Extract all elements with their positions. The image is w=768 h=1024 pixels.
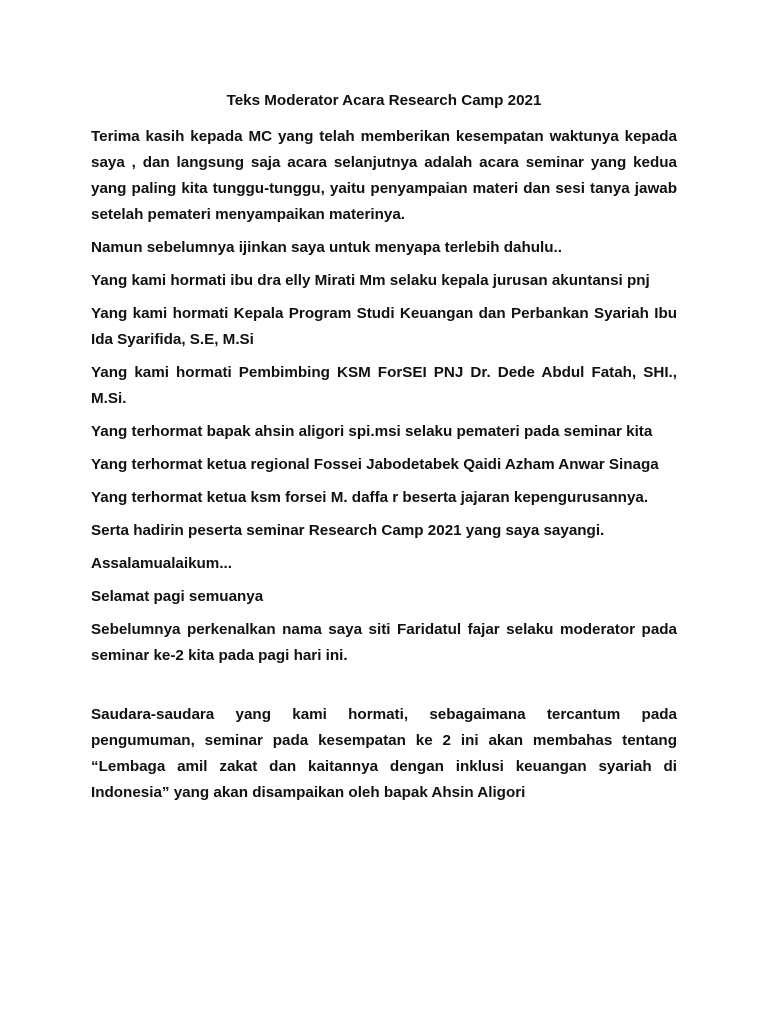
- paragraph-honored-head-of-program: Yang kami hormati Kepala Program Studi Keuangan dan Perbankan Syariah Ibu Ida Syarifida, S.E, M.Si: [91, 305, 677, 348]
- paragraph-honored-regional-chair: Yang terhormat ketua regional Fossei Jabodetabek Qaidi Azham Anwar Sinaga: [91, 456, 659, 473]
- paragraph-good-morning: Selamat pagi semuanya: [91, 588, 264, 605]
- paragraph-seminar-topic: Saudara-saudara yang kami hormati, sebagaimana tercantum pada pengumuman, seminar pada kesempatan ke 2 ini akan membahas tentang “Lembaga amil zakat dan kaitannya dengan inklusi keuangan syariah di Indonesia” yang akan disampaikan oleh bapak Ahsin Aligori: [91, 706, 677, 801]
- document-page: [91, 88, 677, 813]
- paragraph-participants: Serta hadirin peserta seminar Research Camp 2021 yang saya sayangi.: [91, 522, 605, 539]
- paragraph-salam: Assalamualaikum...: [91, 555, 232, 572]
- document-title: Teks Moderator Acara Research Camp 2021: [226, 92, 542, 109]
- paragraph-honored-advisor: Yang kami hormati Pembimbing KSM ForSEI PNJ Dr. Dede Abdul Fatah, SHI., M.Si.: [91, 364, 677, 407]
- blank-line: [91, 676, 677, 702]
- paragraph-honored-head-of-department: Yang kami hormati ibu dra elly Mirati Mm selaku kepala jurusan akuntansi pnj: [91, 272, 650, 289]
- paragraph-honored-ksm-chair: Yang terhormat ketua ksm forsei M. daffa r beserta jajaran kepengurusannya.: [91, 489, 649, 506]
- paragraph-opening: Terima kasih kepada MC yang telah memberikan kesempatan waktunya kepada saya , dan langsung saja acara selanjutnya adalah acara seminar yang kedua yang paling kita tunggu-tunggu, yaitu penyampaian materi dan sesi tanya jawab setelah pemateri menyampaikan materinya.: [91, 128, 677, 223]
- paragraph-introduction: Sebelumnya perkenalkan nama saya siti Faridatul fajar selaku moderator pada seminar ke-2 kita pada pagi hari ini.: [91, 621, 677, 664]
- paragraph-honored-speaker: Yang terhormat bapak ahsin aligori spi.msi selaku pemateri pada seminar kita: [91, 423, 653, 440]
- paragraph-greeting-intro: Namun sebelumnya ijinkan saya untuk menyapa terlebih dahulu..: [91, 239, 562, 256]
